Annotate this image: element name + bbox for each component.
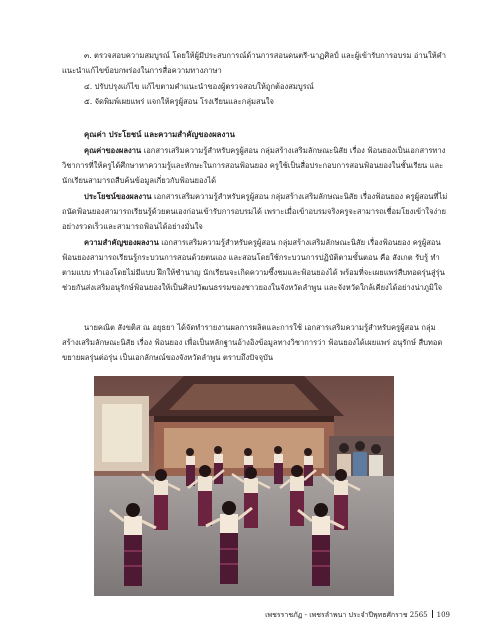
- closing-paragraph: นายคณิต สังขติส ณ อยุธยา ได้จัดทำรายงานผลการผลิตและการใช้ เอกสารเสริมความรู้สำหรับครูผู้สอน กลุ่มสร้างเสริมลักษณะนิสัย เรื่อง ฟ้อนยอง เพื่อเป็นหลักฐานอ้างอิงข้อมูลทางวิชาการว่า ฟ้อนยองได้เผยแพร่ อนุรักษ์ สืบทอด ขยายผลรุ่นต่อรุ่น เป็นเอกลักษณ์ของจังหวัดลำพูน ตราบถึงปัจจุบัน: [62, 323, 443, 362]
- importance-label: ความสำคัญของผลงาน: [84, 238, 159, 247]
- footer-title: เพชรราชภัฏ - เพชรลำพนา ประจำปีพุทธศักราช 2565: [265, 611, 428, 619]
- list-item-4: ๔. ปรับปรุงแก้ไข แก้ไขตามคำแนะนำของผู้ตรวจสอบให้ถูกต้องสมบูรณ์: [84, 82, 314, 91]
- page-number: 109: [436, 611, 450, 619]
- importance-text: เอกสารเสริมความรู้สำหรับครูผู้สอน กลุ่มสร้างเสริมลักษณะนิสัย เรื่องฟ้อนยอง ครูผู้สอนฟ้อนยองสามารถเรียนรู้กระบวนการสอนด้วยตนเอง และสอนโดยใช้กระบวนการปฏิบัติตามขั้นตอน คือ สังเกต รับรู้ ทำตามแบบ ทำเองโดยไม่มีแบบ ฝึกให้ชำนาญ นักเรียนจะเกิดความซึ้งชมและฟ้อนยองได้ พร้อมที่จะเผยแพร่สืบทอดรุ่นสู่รุ่น ช่วยกันส่งเสริมอนุรักษ์ฟ้อนยองให้เป็นศิลปวัฒนธรรมของชาวยองในจังหวัดลำพูน และจังหวัดใกล้เคียงได้อย่างน่าภูมิใจ: [62, 238, 445, 292]
- benefit-paragraph: [62, 189, 450, 234]
- importance-paragraph: [62, 235, 450, 295]
- value-label: คุณค่าของผลงาน: [84, 146, 142, 155]
- benefit-text: เอกสารเสริมความรู้สำหรับครูผู้สอน กลุ่มสร้างเสริมลักษณะนิสัย เรื่องฟ้อนยอง ครูผู้สอนที่ไม่ถนัดฟ้อนยองสามารถเรียนรู้ด้วยตนเองก่อนเข้ารับการอบรมได้ เพราะเมื่อเข้าอบรมจริงครูจะสามารถเชื่อมโยงเข้าใจง่ายอย่างรวดเร็วและสามารถฟ้อนได้อย่างมั่นใจ: [62, 192, 448, 231]
- benefit-label: ประโยชน์ของผลงาน: [84, 192, 152, 201]
- page-footer: [235, 610, 450, 621]
- list-item-3: ๓. ตรวจสอบความสมบูรณ์ โดยให้ผู้มีประสบการณ์ด้านการสอนดนตรี-นาฏศิลป์ และผู้เข้ารับการอบรม อ่านให้คำแนะนำแก้ไขข้อบกพร่องในการสื่อความทางภาษา: [62, 51, 447, 75]
- section-heading: คุณค่า ประโยชน์ และความสำคัญของผลงาน: [84, 130, 235, 139]
- footer-divider: [432, 610, 433, 618]
- list-item-5: ๕. จัดพิมพ์เผยแพร่ แจกให้ครูผู้สอน โรงเรียนและกลุ่มสนใจ: [84, 97, 274, 106]
- value-text: เอกสารเสริมความรู้สำหรับครูผู้สอน กลุ่มสร้างเสริมลักษณะนิสัย เรื่อง ฟ้อนยองเป็นเอกสารทางวิชาการที่ให้ครูได้ศึกษาหาความรู้และทักษะในการสอนฟ้อนยอง ครูใช้เป็นสื่อประกอบการสอนฟ้อนยองในชั้นเรียน และนักเรียนสามารถสืบค้นข้อมูลเกี่ยวกับฟ้อนยองได้: [62, 146, 446, 185]
- dance-performance-photo: [94, 376, 394, 596]
- value-paragraph: [62, 143, 450, 188]
